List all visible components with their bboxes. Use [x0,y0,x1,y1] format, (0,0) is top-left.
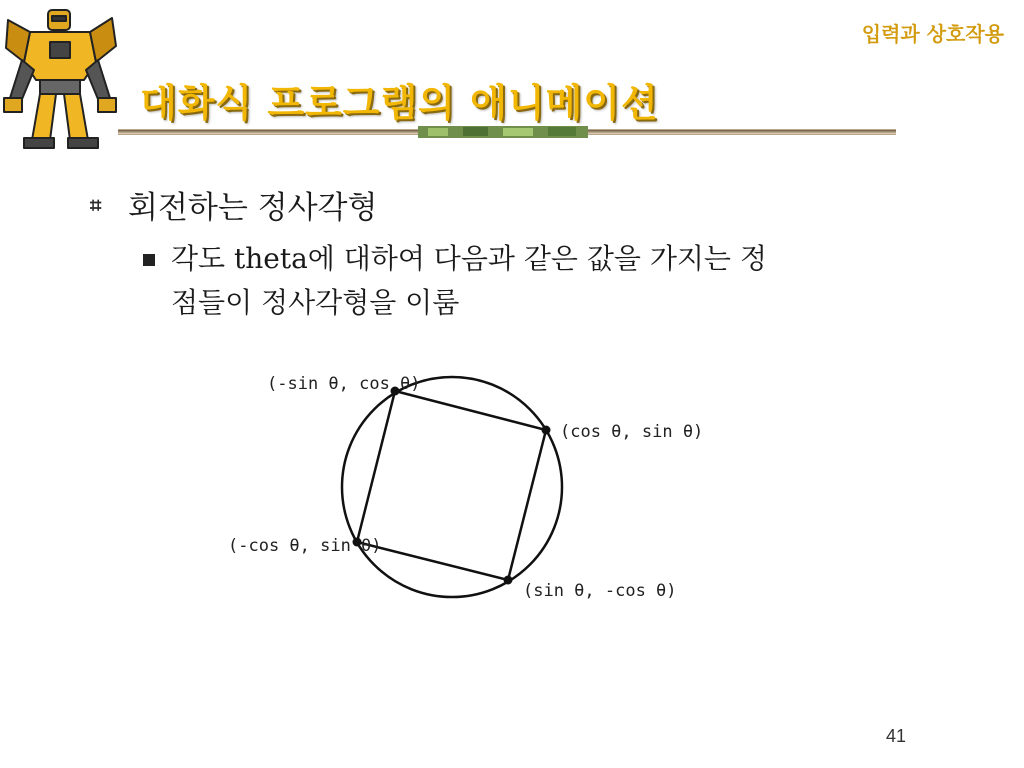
vertex-right [542,426,551,435]
bullet-level-2 [143,237,923,325]
bullet-2-text [171,237,767,325]
unit-circle [342,377,562,597]
page-title: 대화식 프로그램의 애니메이션 [140,81,659,125]
label-top-vertex: (-sin θ, cos θ) [267,374,421,394]
hash-bullet-icon: ⌗ [90,192,102,217]
bullet-2-line-1: 각도 theta에 대하여 다음과 같은 값을 가지는 정 [171,242,767,275]
vertex-bottom [504,576,513,585]
label-bottom-vertex: (sin θ, -cos θ) [523,581,677,601]
label-right-vertex: (cos θ, sin θ) [560,422,704,442]
page-number: 41 [886,726,907,746]
bullet-1-text: 회전하는 정사각형 [128,190,378,226]
label-left-vertex: (-cos θ, sin θ) [228,536,382,556]
square-bullet-icon [143,254,155,266]
bullet-level-1 [90,182,377,227]
title-divider [118,126,896,138]
robot-logo-icon [0,0,120,155]
rotated-square [357,391,546,580]
section-title: 입력과 상호작용 [861,22,1004,46]
rotating-square-diagram [210,360,770,620]
bullet-2-line-2: 점들이 정사각형을 이룸 [171,286,460,319]
